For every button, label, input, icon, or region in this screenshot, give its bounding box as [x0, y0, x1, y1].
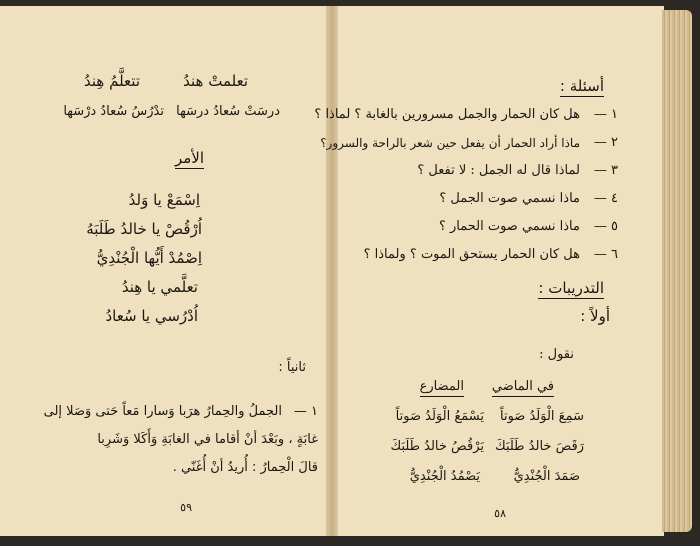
question-text: ماذا نسمي صوت الحمار ؟ [438, 219, 580, 234]
question-text: ماذا أراد الحمار أن يفعل حين شعر بالراحة والسرور؟ [320, 136, 580, 150]
imperative-line: اِصْمُدْ أَيُّها الْجُنْدِيُّ [96, 249, 202, 267]
table-past-cell: رَقَصَ خالدُ طَلَبَكَ [495, 439, 584, 454]
conjugation-past-2: درسَتْ سُعادُ درسَها [176, 104, 280, 119]
paragraph-line: الجملُ والحِمارُ هرَبا وَسارا مَعاً حَتى وَصَلا إلى [43, 404, 282, 419]
paragraph-line: غابَةٍ ، وبَعْدَ أنْ أقاما في الغابَةِ وَأَكَلا وَشَرِبا [97, 432, 318, 447]
questions-heading: أسئلة : [559, 77, 604, 95]
question-number: ٦ — [593, 247, 618, 262]
table-past-cell: سَمِعَ الْوَلَدُ صَوتاً [500, 409, 584, 424]
conjugation-present-2: تدْرُسُ سُعادُ درْسَها [63, 104, 164, 119]
conjugation-present-1: تتعلَّمُ هِندُ [84, 72, 140, 90]
question-number: ٣ — [593, 163, 618, 178]
column-header-present: المضارع [420, 379, 464, 397]
page-edges [662, 10, 692, 532]
question-text: هل كان الحمار والجمل مسرورين بالغابة ؟ لماذا ؟ [314, 107, 580, 122]
table-past-cell: صَمَدَ الْجُنْدِيُّ [513, 469, 580, 484]
page-number: ٥٩ [180, 501, 192, 514]
paragraph-number: ١ — [293, 404, 318, 419]
table-present-cell: يَصْمُدُ الْجُنْدِيُّ [409, 469, 480, 484]
section-heading-second: ثانياً : [278, 360, 306, 375]
exercises-heading: التدريبات : [538, 279, 604, 297]
imperative-line: اُرْقُصْ يا خالدُ طَلَبَهُ [86, 220, 202, 238]
left-page [0, 6, 331, 536]
question-number: ٥ — [593, 219, 618, 234]
question-number: ٢ — [593, 135, 618, 150]
conjugation-past-1: تعلمتْ هندُ [183, 72, 248, 90]
question-number: ٤ — [593, 191, 618, 206]
table-present-cell: يَسْمَعُ الْوَلَدُ صَوتاً [395, 409, 484, 424]
page-number: ٥٨ [494, 507, 506, 520]
imperative-heading: الأمر [174, 149, 204, 167]
paragraph-line: قالَ الْحِمارُ : أُريدُ أنْ أُغَنّي . [172, 460, 318, 475]
imperative-line: تعلَّمي يا هِندُ [121, 278, 198, 296]
right-page [314, 6, 664, 536]
question-text: ماذا نسمي صوت الجمل ؟ [439, 191, 580, 206]
column-header-past: في الماضي [492, 379, 554, 397]
imperative-line: اُدْرُسي يا سُعادُ [105, 307, 198, 325]
imperative-line: اِسْمَعْ يا وَلدُ [128, 191, 200, 209]
section-heading-first: أولاً : [580, 307, 610, 325]
question-text: لماذا قال له الجمل : لا تفعل ؟ [417, 163, 580, 178]
table-present-cell: يَرْقُصُ خالدُ طَلَبَكَ [390, 439, 484, 454]
we-say-label: نقول : [539, 347, 574, 362]
question-text: هل كان الحمار يستحق الموت ؟ ولماذا ؟ [363, 247, 580, 262]
question-number: ١ — [593, 107, 618, 122]
